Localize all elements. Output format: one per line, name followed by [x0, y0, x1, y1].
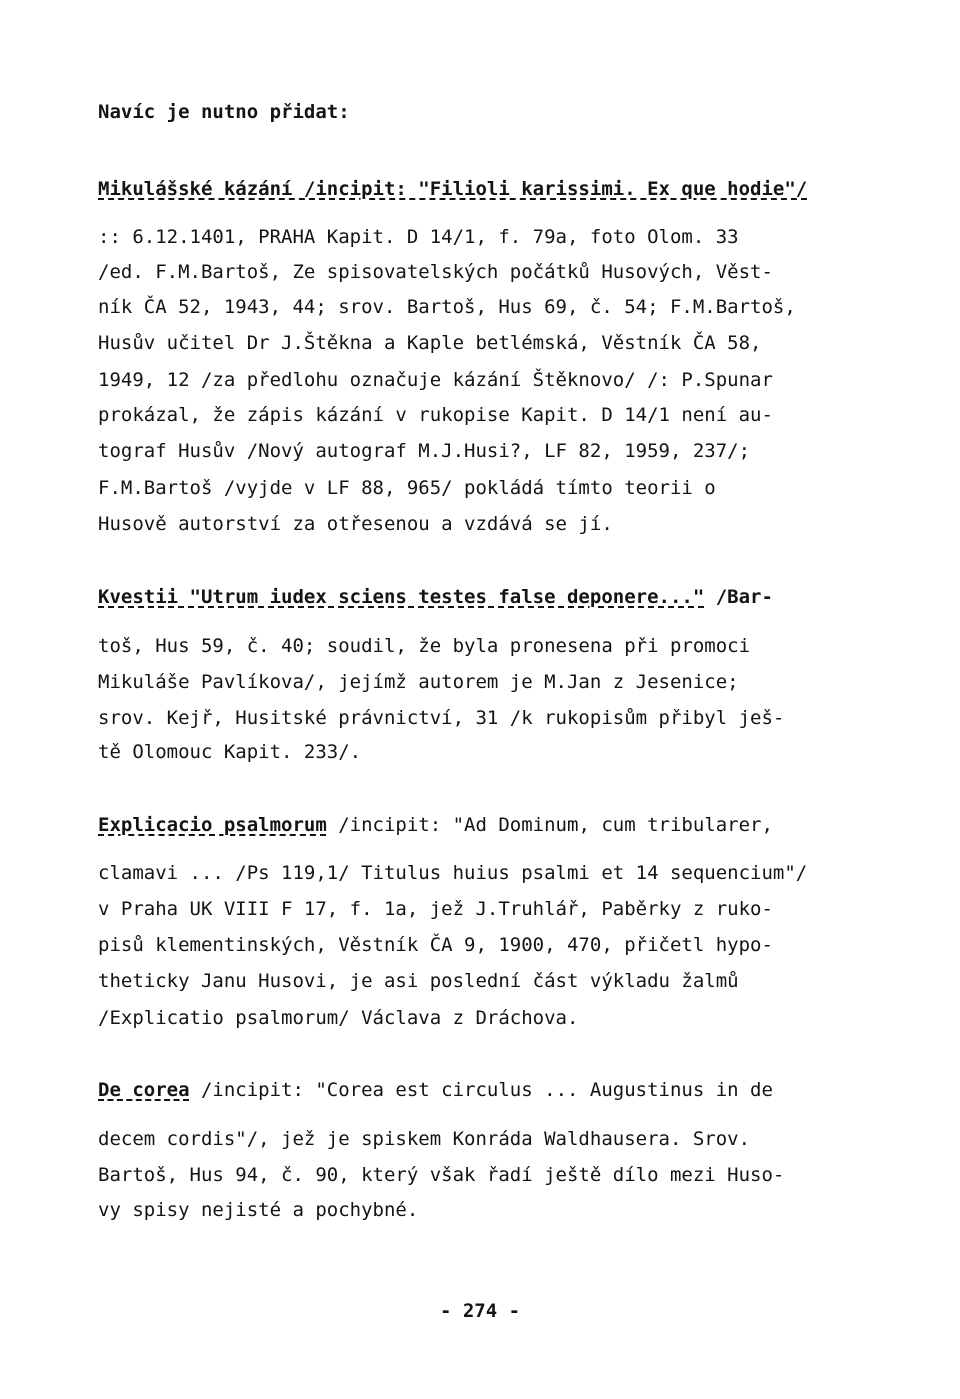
text-line: F.M.Bartoš /vyjde v LF 88, 965/ pokládá tímto teorii o — [98, 477, 716, 499]
text-line: Bartoš, Hus 94, č. 90, který však řadí ještě dílo mezi Huso- — [98, 1164, 785, 1186]
section-title-rest: /incipit: "Corea est circulus ... Augustinus in de — [189, 1079, 773, 1101]
text-line: toš, Hus 59, č. 40; soudil, že byla pronesena při promoci — [98, 635, 751, 657]
text-line: vy spisy nejisté a pochybné. — [98, 1199, 419, 1221]
text-line: Mikuláše Pavlíkova/, jejímž autorem je M.Jan z Jesenice; — [98, 671, 739, 693]
text-line: tograf Husův /Nový autograf M.J.Husi?, LF 82, 1959, 237/; — [98, 440, 751, 462]
section-title-rest: /Bar- — [704, 586, 773, 608]
text-line: ník ČA 52, 1943, 44; srov. Bartoš, Hus 69, č. 54; F.M.Bartoš, — [98, 296, 796, 318]
text-line: v Praha UK VIII F 17, f. 1a, jež J.Truhlář, Paběrky z ruko- — [98, 898, 773, 920]
page-number: - 274 - — [439, 1300, 521, 1322]
text-line: Husův učitel Dr J.Štěkna a Kaple betlémská, Věstník ČA 58, — [98, 332, 762, 354]
section-title: Kvestii "Utrum iudex sciens testes false deponere..." — [98, 586, 705, 608]
text-line: srov. Kejř, Husitské právnictví, 31 /k rukopisům přibyl ješ- — [98, 707, 785, 729]
text-line: 1949, 12 /za předlohu označuje kázání Štěknovo/ /: P.Spunar — [98, 369, 773, 391]
text-line: decem cordis"/, jež je spiskem Konráda Waldhausera. Srov. — [98, 1128, 751, 1150]
section-heading-line — [98, 588, 773, 607]
text-line: pisů klementinských, Věstník ČA 9, 1900, 470, přičetl hypo- — [98, 934, 773, 956]
text-line: tě Olomouc Kapit. 233/. — [98, 741, 362, 763]
section-title: Explicacio psalmorum — [98, 814, 327, 836]
text-line: clamavi ... /Ps 119,1/ Titulus huius psalmi et 14 sequencium"/ — [98, 862, 808, 884]
text-line: Husově autorství za otřesenou a vzdává se jí. — [98, 513, 613, 535]
text-line: :: 6.12.1401, PRAHA Kapit. D 14/1, f. 79a, foto Olom. 33 — [98, 226, 739, 248]
text-line: prokázal, že zápis kázání v rukopise Kapit. D 14/1 není au- — [98, 404, 773, 426]
section-heading-line — [98, 816, 773, 835]
section-title-rest: /incipit: "Ad Dominum, cum tribularer, — [326, 814, 773, 836]
intro-text: Navíc je nutno přidat: — [98, 101, 350, 123]
section-title: De corea — [98, 1079, 190, 1101]
text-line: theticky Janu Husovi, je asi poslední část výkladu žalmů — [98, 970, 739, 992]
text-line: /Explicatio psalmorum/ Václava z Dráchova. — [98, 1007, 579, 1029]
text-line: /ed. F.M.Bartoš, Ze spisovatelských počátků Husových, Věst- — [98, 261, 773, 283]
section-title: Mikulášské kázání /incipit: "Filioli karissimi. Ex que hodie"/ — [98, 178, 808, 200]
section-heading-line — [98, 1081, 773, 1100]
